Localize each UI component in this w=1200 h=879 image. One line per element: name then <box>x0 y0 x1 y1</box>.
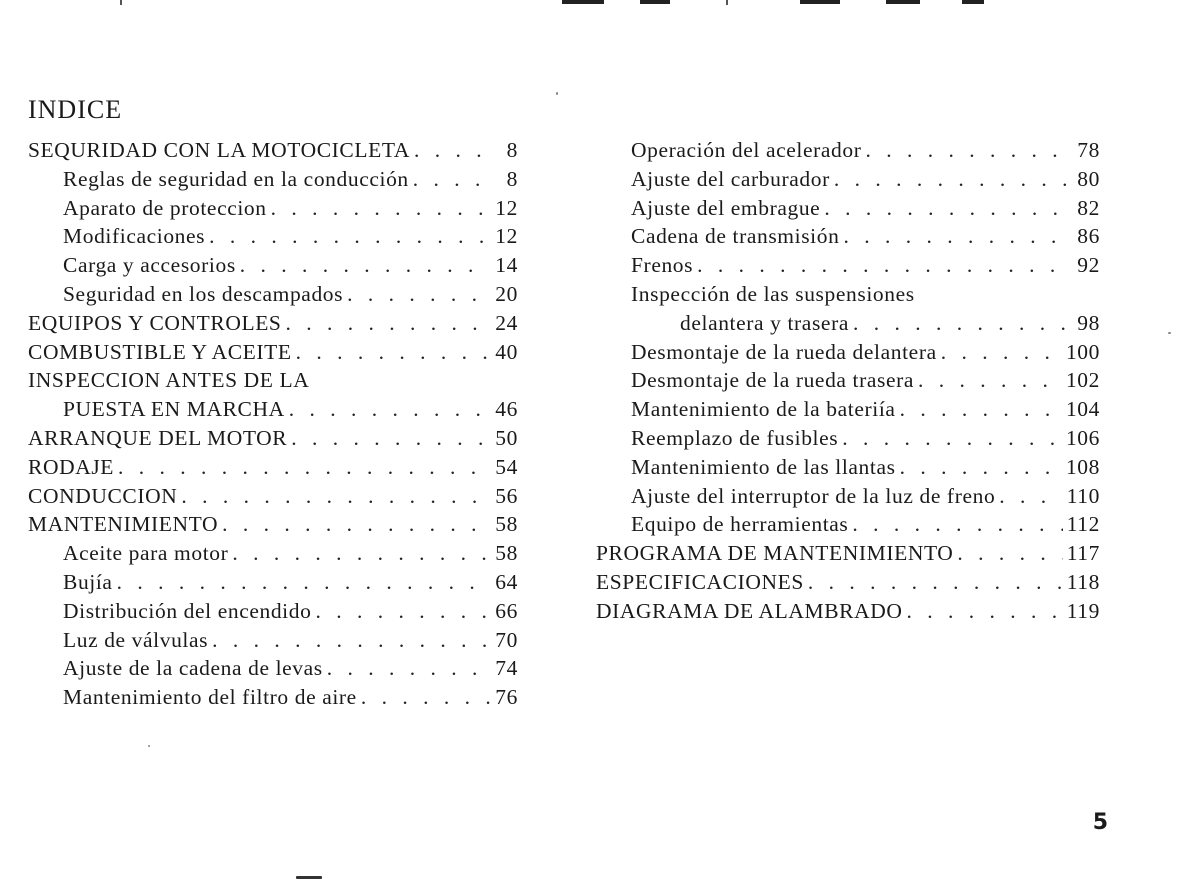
toc-entry <box>596 309 1100 338</box>
toc-entry <box>596 482 1100 511</box>
toc-entry-page: 40 <box>495 339 518 364</box>
toc-entry <box>28 597 518 626</box>
toc-entry-page: 118 <box>1066 569 1100 594</box>
toc-entry <box>596 424 1100 453</box>
toc-entry-label: Inspección de las suspensiones <box>631 281 915 306</box>
toc-leader-dots <box>957 539 1062 568</box>
toc-entry-label: Frenos <box>631 253 694 278</box>
toc-entry-label: Bujía <box>63 569 113 594</box>
toc-entry-page: 56 <box>495 483 518 508</box>
toc-entry-label: Carga y accesorios <box>63 253 236 278</box>
toc-entry-page: 92 <box>1077 253 1100 278</box>
toc-leader-dots <box>853 309 1072 338</box>
toc-entry-label: RODAJE <box>28 454 115 479</box>
toc-entry <box>596 338 1100 367</box>
toc-leader-dots <box>222 510 490 539</box>
toc-entry-label: PROGRAMA DE MANTENIMIENTO <box>596 541 954 566</box>
toc-entry-page: 12 <box>495 195 518 220</box>
toc-entry-label: Ajuste del interruptor de la luz de freno <box>631 483 996 508</box>
toc-entry-label: Desmontaje de la rueda delantera <box>631 339 937 364</box>
page-number: 5 <box>1092 810 1108 835</box>
toc-entry <box>28 136 518 165</box>
toc-entry-label: Ajuste de la cadena de levas <box>63 656 323 681</box>
page-title: INDICE <box>28 95 123 125</box>
toc-entry-label: Ajuste del carburador <box>631 166 830 191</box>
toc-entry-label: Desmontaje de la rueda trasera <box>631 368 915 393</box>
toc-entry-label: Aparato de proteccion <box>63 195 267 220</box>
toc-leader-dots <box>209 222 490 251</box>
toc-leader-dots <box>181 482 490 511</box>
toc-entry <box>596 568 1100 597</box>
toc-leader-dots <box>824 194 1072 223</box>
toc-leader-dots <box>291 424 490 453</box>
toc-entry-page: 78 <box>1077 138 1100 162</box>
toc-entry <box>596 222 1100 251</box>
toc-entry <box>28 366 518 395</box>
scan-mark <box>962 0 984 4</box>
toc-entry-page: 74 <box>495 656 518 681</box>
toc-entry-page: 80 <box>1077 166 1100 191</box>
toc-entry <box>596 597 1100 626</box>
toc-leader-dots <box>843 222 1072 251</box>
toc-entry-page: 98 <box>1077 310 1100 335</box>
toc-leader-dots <box>865 136 1072 165</box>
toc-entry-label: EQUIPOS Y CONTROLES <box>28 310 282 335</box>
toc-leader-dots <box>414 136 490 165</box>
toc-leader-dots <box>118 453 490 482</box>
toc-leader-dots <box>900 453 1062 482</box>
toc-leader-dots <box>842 424 1062 453</box>
toc-entry <box>596 136 1100 165</box>
toc-entry-label: CONDUCCION <box>28 483 178 508</box>
toc-entry-page: 70 <box>495 627 518 652</box>
toc-entry-page: 46 <box>495 397 518 422</box>
toc-entry-label: Cadena de transmisión <box>631 224 840 249</box>
toc-entry-label: Mantenimiento de la bateriía <box>631 397 896 422</box>
scan-speck <box>1168 332 1171 334</box>
toc-leader-dots <box>413 165 490 194</box>
toc-entry-page: 8 <box>506 166 518 191</box>
toc-right-column <box>596 136 1100 626</box>
toc-entry-page: 76 <box>495 685 518 710</box>
toc-entry <box>28 309 518 338</box>
toc-leader-dots <box>999 482 1062 511</box>
toc-leader-dots <box>212 626 490 655</box>
toc-entry <box>28 194 518 223</box>
toc-leader-dots <box>240 251 490 280</box>
toc-entry <box>28 568 518 597</box>
toc-leader-dots <box>808 568 1063 597</box>
toc-entry <box>596 453 1100 482</box>
toc-entry-page: 66 <box>495 598 518 623</box>
toc-entry-label: MANTENIMIENTO <box>28 512 219 537</box>
toc-leader-dots <box>117 568 490 597</box>
toc-entry-label: INSPECCION ANTES DE LA <box>28 368 310 393</box>
toc-entry <box>28 510 518 539</box>
toc-entry <box>596 165 1100 194</box>
toc-leader-dots <box>852 510 1062 539</box>
toc-entry-label: DIAGRAMA DE ALAMBRADO <box>596 598 903 623</box>
toc-entry-label: Operación del acelerador <box>631 138 862 162</box>
toc-entry <box>28 626 518 655</box>
toc-leader-dots <box>327 654 490 683</box>
toc-entry-label: COMBUSTIBLE Y ACEITE <box>28 339 292 364</box>
toc-leader-dots <box>941 338 1062 367</box>
toc-entry-label: PUESTA EN MARCHA <box>63 397 285 422</box>
toc-entry <box>28 165 518 194</box>
toc-entry-page: 112 <box>1066 512 1100 537</box>
scan-mark <box>886 0 920 4</box>
toc-leader-dots <box>232 539 490 568</box>
toc-entry-label: Mantenimiento de las llantas <box>631 454 896 479</box>
toc-entry <box>28 251 518 280</box>
toc-entry-label: ARRANQUE DEL MOTOR <box>28 425 288 450</box>
toc-leader-dots <box>289 395 490 424</box>
scan-mark <box>120 0 122 5</box>
toc-entry-page: 50 <box>495 425 518 450</box>
toc-leader-dots <box>347 280 490 309</box>
toc-entry <box>596 366 1100 395</box>
toc-entry-page: 12 <box>495 224 518 249</box>
toc-entry <box>596 510 1100 539</box>
toc-entry <box>596 539 1100 568</box>
toc-entry-page: 14 <box>495 253 518 278</box>
toc-leader-dots <box>906 597 1062 626</box>
toc-entry <box>28 654 518 683</box>
toc-entry-page: 24 <box>495 310 518 335</box>
toc-entry-page: 100 <box>1065 339 1100 364</box>
toc-entry-page: 54 <box>495 454 518 479</box>
toc-entry-label: Mantenimiento del filtro de aire <box>63 685 357 710</box>
toc-entry-page: 64 <box>495 569 518 594</box>
toc-leader-dots <box>361 683 490 712</box>
toc-entry-page: 108 <box>1065 454 1100 479</box>
scan-speck <box>148 745 150 747</box>
toc-leader-dots <box>918 366 1062 395</box>
toc-entry <box>28 424 518 453</box>
toc-entry <box>596 280 1100 309</box>
scan-mark <box>562 0 604 4</box>
toc-entry <box>28 338 518 367</box>
toc-entry <box>28 683 518 712</box>
toc-entry <box>596 251 1100 280</box>
scan-speck <box>556 92 558 95</box>
toc-leader-dots <box>697 251 1072 280</box>
toc-entry-page: 82 <box>1077 195 1100 220</box>
toc-entry-label: SEQURIDAD CON LA MOTOCICLETA <box>28 138 410 162</box>
toc-left-column <box>28 136 518 712</box>
scan-mark <box>726 0 728 5</box>
toc-leader-dots <box>315 597 490 626</box>
toc-entry-label: ESPECIFICACIONES <box>596 569 804 594</box>
toc-leader-dots <box>271 194 490 223</box>
toc-entry <box>28 395 518 424</box>
toc-entry-label: Seguridad en los descampados <box>63 281 344 306</box>
toc-entry <box>28 482 518 511</box>
toc-entry-label: Reglas de seguridad en la conducción <box>63 166 409 191</box>
toc-entry <box>596 194 1100 223</box>
toc-entry-page: 119 <box>1066 598 1100 623</box>
toc-leader-dots <box>296 338 490 367</box>
toc-entry-page: 102 <box>1065 368 1100 393</box>
toc-entry-page: 58 <box>495 541 518 566</box>
toc-entry-label: Distribución del encendido <box>63 598 312 623</box>
toc-entry-page: 106 <box>1065 425 1100 450</box>
scan-edge-marks <box>0 0 1200 10</box>
scan-mark <box>640 0 670 4</box>
toc-entry-label: Modificaciones <box>63 224 206 249</box>
toc-entry <box>28 222 518 251</box>
toc-leader-dots <box>286 309 491 338</box>
toc-leader-dots <box>900 395 1062 424</box>
toc-entry <box>28 539 518 568</box>
toc-entry-page: 104 <box>1065 397 1100 422</box>
toc-entry-label: delantera y trasera <box>680 310 849 335</box>
toc-entry-page: 117 <box>1066 541 1100 566</box>
toc-entry <box>28 453 518 482</box>
scan-mark <box>800 0 840 4</box>
toc-entry-page: 110 <box>1066 483 1100 508</box>
toc-entry <box>28 280 518 309</box>
toc-entry-label: Luz de válvulas <box>63 627 209 652</box>
toc-entry-page: 20 <box>495 281 518 306</box>
toc-entry-page: 8 <box>506 138 518 162</box>
toc-entry-label: Reemplazo de fusibles <box>631 425 839 450</box>
toc-entry-page: 58 <box>495 512 518 537</box>
toc-leader-dots <box>834 165 1072 194</box>
toc-entry-label: Ajuste del embrague <box>631 195 821 220</box>
toc-entry <box>596 395 1100 424</box>
toc-entry-label: Aceite para motor <box>63 541 229 566</box>
toc-entry-page: 86 <box>1077 224 1100 249</box>
toc-entry-label: Equipo de herramientas <box>631 512 849 537</box>
